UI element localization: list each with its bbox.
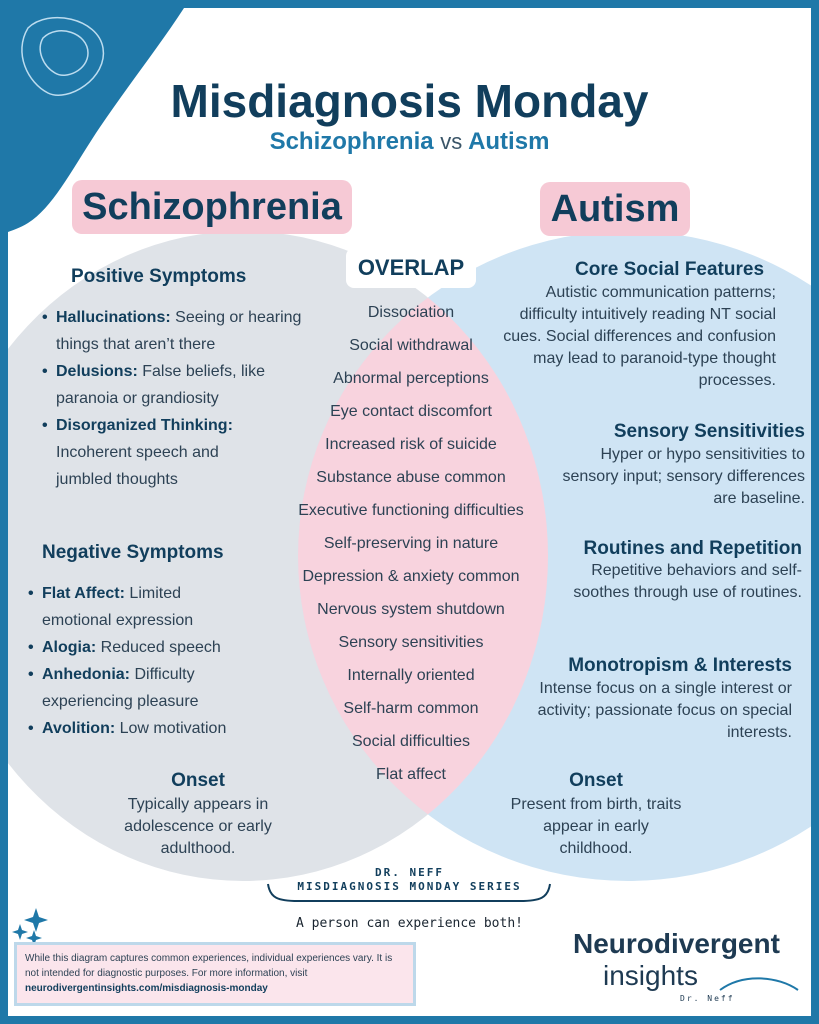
subtitle-vs: vs bbox=[440, 129, 463, 154]
overlap-item: Self-harm common bbox=[343, 700, 479, 717]
schizophrenia-onset-text: Typically appears in adolescence or early adulthood. bbox=[124, 796, 272, 857]
overlap-item: Internally oriented bbox=[347, 667, 475, 684]
monotropism-text: Intense focus on a single interest or activity; passionate focus on special interests. bbox=[537, 680, 792, 741]
overlap-item: Abnormal perceptions bbox=[333, 370, 489, 387]
autism-onset-heading: Onset bbox=[569, 770, 623, 791]
autism-onset-text: Present from birth, traits appear in early childhood. bbox=[510, 796, 682, 857]
overlap-item: Social difficulties bbox=[352, 733, 470, 750]
list-item: • Disorganized Thinking: Incoherent speech and jumbled thoughts bbox=[42, 412, 266, 493]
list-item: • Avolition: Low motivation bbox=[28, 715, 258, 742]
disclaimer-box bbox=[14, 942, 416, 1006]
negative-symptoms-list bbox=[28, 580, 258, 742]
monotropism-heading: Monotropism & Interests bbox=[568, 655, 792, 676]
logo-brain-icon bbox=[720, 978, 798, 990]
overlap-item: Social withdrawal bbox=[349, 337, 473, 354]
overlap-item: Nervous system shutdown bbox=[317, 601, 505, 618]
subtitle-right: Autism bbox=[468, 128, 550, 155]
both-note: A person can experience both! bbox=[296, 916, 523, 931]
routines-text: Repetitive behaviors and self-soothes through use of routines. bbox=[573, 562, 802, 601]
infographic bbox=[8, 8, 811, 1016]
disclaimer-text: While this diagram captures common experiences, individual experiences vary. It is not intended for diagnostic purposes. For more information, visit bbox=[25, 953, 393, 979]
overlap-item: Flat affect bbox=[376, 766, 446, 783]
series-author: DR. NEFF bbox=[375, 866, 444, 879]
series-name: MISDIAGNOSIS MONDAY SERIES bbox=[297, 880, 522, 893]
overlap-item: Increased risk of suicide bbox=[325, 436, 497, 453]
overlap-item: Self-preserving in nature bbox=[323, 535, 499, 552]
overlap-item: Dissociation bbox=[367, 304, 455, 321]
routines-heading: Routines and Repetition bbox=[583, 538, 802, 559]
autism-label: Autism bbox=[540, 182, 690, 236]
sensory-text: Hyper or hypo sensitivities to sensory input; sensory differences are baseline. bbox=[562, 446, 805, 507]
list-item: • Anhedonia: Difficulty experiencing pleasure bbox=[28, 661, 242, 715]
overlap-item: Depression & anxiety common bbox=[302, 568, 520, 585]
schizophrenia-label: Schizophrenia bbox=[72, 180, 352, 234]
logo-word-neurodivergent: Neurodivergent bbox=[573, 928, 780, 959]
subtitle-left: Schizophrenia bbox=[269, 128, 434, 155]
schizophrenia-onset-heading: Onset bbox=[171, 770, 225, 791]
negative-symptoms-heading: Negative Symptoms bbox=[42, 542, 224, 563]
overlap-item: Executive functioning difficulties bbox=[298, 502, 524, 519]
list-item: • Alogia: Reduced speech bbox=[28, 634, 258, 661]
more-info-link[interactable]: neurodivergentinsights.com/misdiagnosis-monday bbox=[25, 983, 268, 994]
overlap-label: OVERLAP bbox=[346, 248, 476, 288]
sensory-heading: Sensory Sensitivities bbox=[613, 421, 805, 442]
list-item: • Delusions: False beliefs, like paranoia or grandiosity bbox=[42, 358, 322, 412]
overlap-item: Substance abuse common bbox=[316, 469, 506, 486]
list-item: • Hallucinations: Seeing or hearing things that aren’t there bbox=[42, 304, 322, 358]
overlap-item: Eye contact discomfort bbox=[330, 403, 492, 420]
overlap-item: Sensory sensitivities bbox=[338, 634, 484, 651]
core-social-heading: Core Social Features bbox=[575, 259, 765, 280]
positive-symptoms-heading: Positive Symptoms bbox=[71, 266, 247, 287]
logo-author: Dr. Neff bbox=[680, 994, 735, 1003]
logo-word-insights: insights bbox=[603, 960, 698, 991]
sparkle-icon bbox=[12, 908, 48, 946]
core-social-text: Autistic communication patterns; difficulty intuitively reading NT social cues. Social differences and confusion may lead to paranoid-type thought processes. bbox=[503, 284, 776, 389]
list-item: • Flat Affect: Limited emotional expression bbox=[28, 580, 222, 634]
series-label bbox=[248, 866, 571, 894]
page-title: Misdiagnosis Monday bbox=[170, 75, 649, 127]
page-subtitle bbox=[8, 128, 811, 156]
